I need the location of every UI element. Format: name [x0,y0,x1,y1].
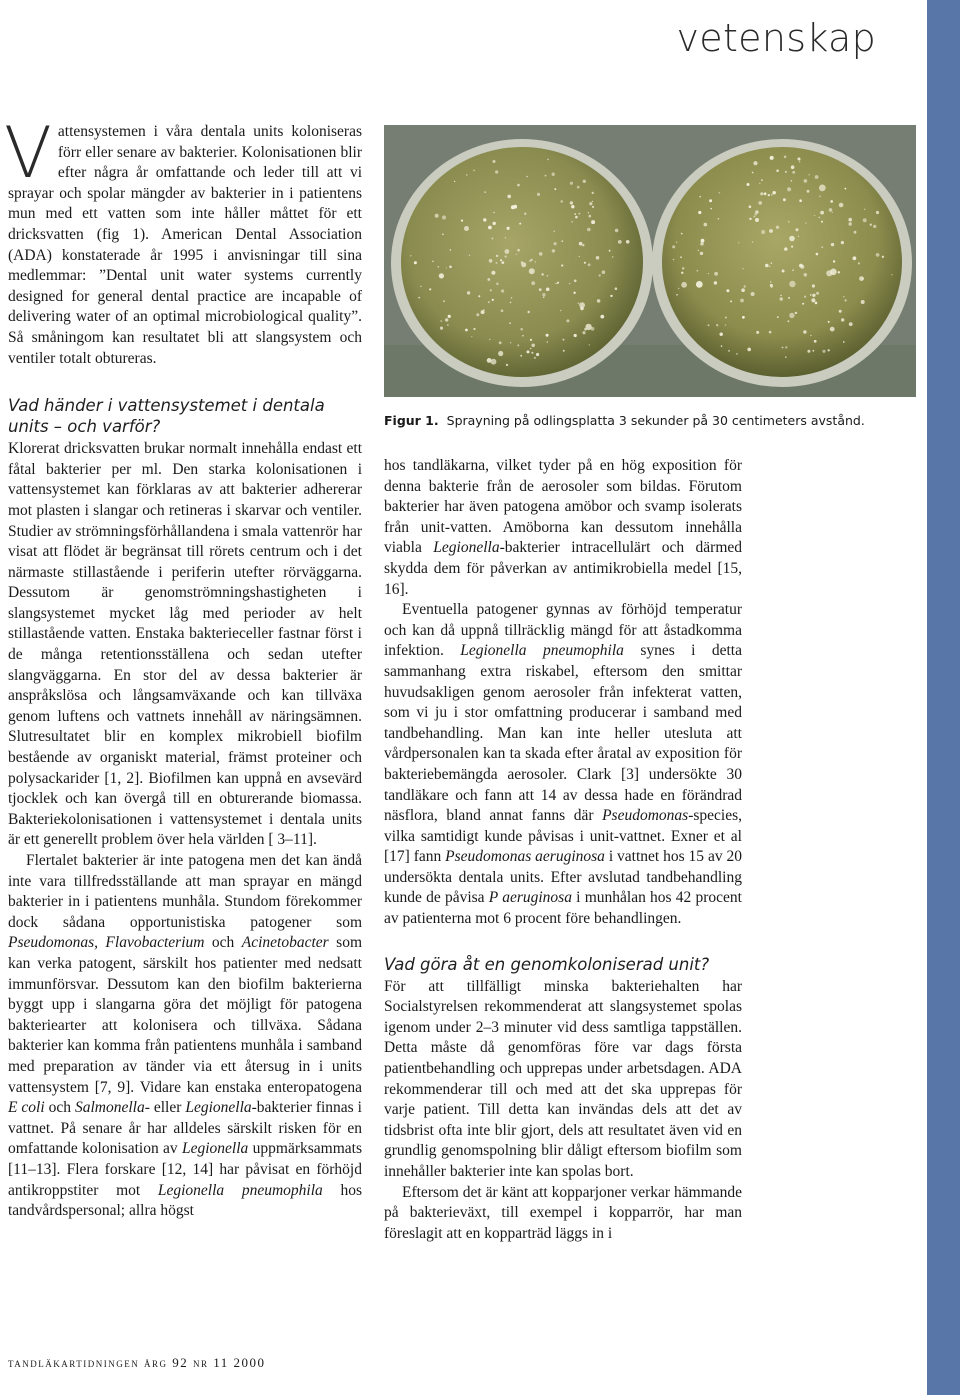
italic-run: Legionella pneumophila [157,1181,323,1199]
figure-caption [384,412,924,429]
italic-run: Legionella [185,1099,252,1117]
drop-cap: V [4,112,52,194]
figure-petri-dishes [384,125,916,397]
text-run: hos tandläkarna, vilket tyder på en hög exposition för denna bakterie från de aerosoler som bildas. Förutom bakterier har även patogena amöbor och svamp isolerats från unit-vatten. Amöborna kan dessutom innehålla viabla [384,457,742,557]
italic-run: P aeruginosa [488,889,572,907]
text-run: -species, vilka samtidigt kunde påvisas i unit-vattnet. Exner et al [17] fann [384,807,742,866]
paragraph-exposure [384,456,742,600]
text-run: hos tandvårdspersonal; allra högst [8,1181,362,1220]
paragraph-copper: Eftersom det är känt att kopparjoner verkar hämmande på bakterieväxt, till exempel i kopparrör, har man föreslagit att en kopparträd läggs in i [384,1183,742,1242]
intro-paragraph [4,112,362,369]
italic-run: Pseudomonas [602,807,689,825]
paragraph-flushing: För att tillfälligt minska bakteriehalten har Socialstyrelsen rekommenderat att slangsystemet spolas igenom under 2–3 minuter vid dess samtliga tappställen. Detta måste då genomföras före var dags första patientbehandling och upprepas under arbetsdagen. ADA rekommenderar till och med att det ska upprepas för varje patient. Till detta kan invändas dels att det av tidsbrist ofta inte blir gjort, dels att resultatet även vid en grundlig genomspolning blir dåligt eftersom biofilm som innehåller bakterier inte kan spolas bort. [384,977,742,1180]
text-run: uppmärksammats [11–13]. Flera forskare [12, 14] har påvisat en förhöjd antikroppstiter mot [8,1140,362,1199]
text-run: -bakterier intracellulärt och därmed skydda dem för påverkan av antimikrobiella medel [15, 16]. [384,539,743,598]
italic-run: Acinetobacter [241,934,329,952]
italic-run: Legionella [433,539,500,557]
left-column [4,112,362,1222]
figure-label: Figur 1. [384,413,439,428]
section-title: vetenskap [676,16,876,60]
italic-run: E coli [8,1099,45,1117]
intro-text: attensystemen i våra dentala units koloniseras förr eller senare av bakterier. Kolonisationen blir efter några år omfattande och leder till att vi sprayar och spolar mängder av bakterier in i patientens mun med ett vatten som inte håller måttet för ett dricksvatten (fig 1). American Dental Association (ADA) konstaterade år 1995 i anvisningar till sina medlemmar: ”Dental unit water systems currently designed for general dental practice are incapable of delivering water of an optimal microbiological quality”. Så småningom kan resultatet bli att slangsystem och ventiler totalt obtureras. [8,123,362,367]
right-column [384,456,742,1244]
text-run: som kan verka patogent, särskilt hos patienter med nedsatt immunförsvar. Dessutom kan den biofilm bakterierna byggt upp i slangarna göra det möjligt för patogena bakteriearter att kolonisera och tillväxa. Sådana bakterier kan komma från patientens munhåla i samband med preparation av tänder via ett återsug in i units vattensystem [7, 9]. Vidare kan enstaka enteropatogena [8,934,362,1096]
journal-footer: tandläkartidningen årg 92 nr 11 2000 [8,1355,266,1370]
text-run: i vattnet hos 15 av 20 undersökta dentala units. Efter avslutad tandbehandling kunde de påvisa [384,848,742,907]
figure-caption-text: Sprayning på odlingsplatta 3 sekunder på 30 centimeters avstånd. [446,413,865,428]
right-dish-agar [662,147,902,377]
paragraph-colonisation: Klorerat dricksvatten brukar normalt innehålla endast ett fåtal bakterier per ml. Den starka kolonisationen i vattensystemet kan förklaras av att bakterier adhererar mot plasten i slangar och retineras i skarvar och ventiler. Studier av strömningsförhållandena i smala vattenrör har visat att flödet är begränsat till rörets centrum och i det närmaste stillastående i periferin utefter rörväggarna. Dessutom är genomströmningshastigheten i slangsystemet mycket låg med perioder av helt stillastående vatten. Enstaka bakterieceller fastnar först i de många retentionsställena och sedan utefter slangväggarna. En stor del av dessa bakterier är anspråkslösa och långsamväxande och kan tillväxa genom luftens och vattnets innehåll av näringsämnen. Slutresultatet blir en komplex mikrobiell biofilm bestående av organiskt material, främst proteiner och polysackarider [1, 2]. Biofilmen kan uppnå en avsevärd tjocklek och kan övergå till en obturerande biomassa. Bakteriekolonisationen i vattensystemet i dentala units är ett generellt problem över hela världen [ 3–11]. [8,440,362,849]
italic-run: Salmonella- [74,1099,150,1117]
italic-run: Legionella [182,1140,249,1158]
text-run: Flertalet bakterier är inte patogena men det kan ändå inte vara tillfredsställande att man sprayar en mängd bakterier in i patientens munhåla. Stundom förekommer dock sådana opportunistiska patogener som [8,852,362,931]
subheading-what-to-do: Vad göra åt en genomkoloniserad unit? [384,954,710,974]
petri-dish-photo [384,125,916,397]
paragraph-pathogens [8,851,362,1222]
section-color-bar [927,0,960,1395]
italic-run: Pseudomonas, Flavobacterium [8,934,205,952]
text-run: i munhålan hos 42 procent av patienterna mot 6 procent före behandlingen. [384,889,742,928]
text-run: Eventuella patogener gynnas av förhöjd temperatur och kan då uppnå tillräcklig mängd för att åstadkomma infektion. [384,601,742,660]
subheading-why: Vad händer i vattensystemet i dentala units – och varför? [8,396,325,437]
text-run: synes i detta sammanhang extra riskabel, eftersom den smittar huvudsakligen genom aerosoler från infekterat vatten, som vi ju i stor omfattning producerar i samband med tandbehandling. Man kan inte heller utesluta att vårdpersonalen kan ta skada efter åratal av exposition för bakteriebemängda aerosoler. Clark [3] undersökte 30 tandläkare och fann att 14 av dessa hade en förändrad näsflora, bland annat fanns där [384,642,742,825]
text-run: -bakterier finnas i vattnet. På senare år har alldeles särskilt risken för en omfattande kolonisation av [8,1099,362,1158]
text-run: och [204,934,242,952]
text-run: och [44,1099,75,1117]
paragraph-temperature [384,600,742,930]
italic-run: Legionella pneumophila [460,642,624,660]
italic-run: Pseudomonas aeruginosa [445,848,605,866]
text-run: eller [149,1099,186,1117]
